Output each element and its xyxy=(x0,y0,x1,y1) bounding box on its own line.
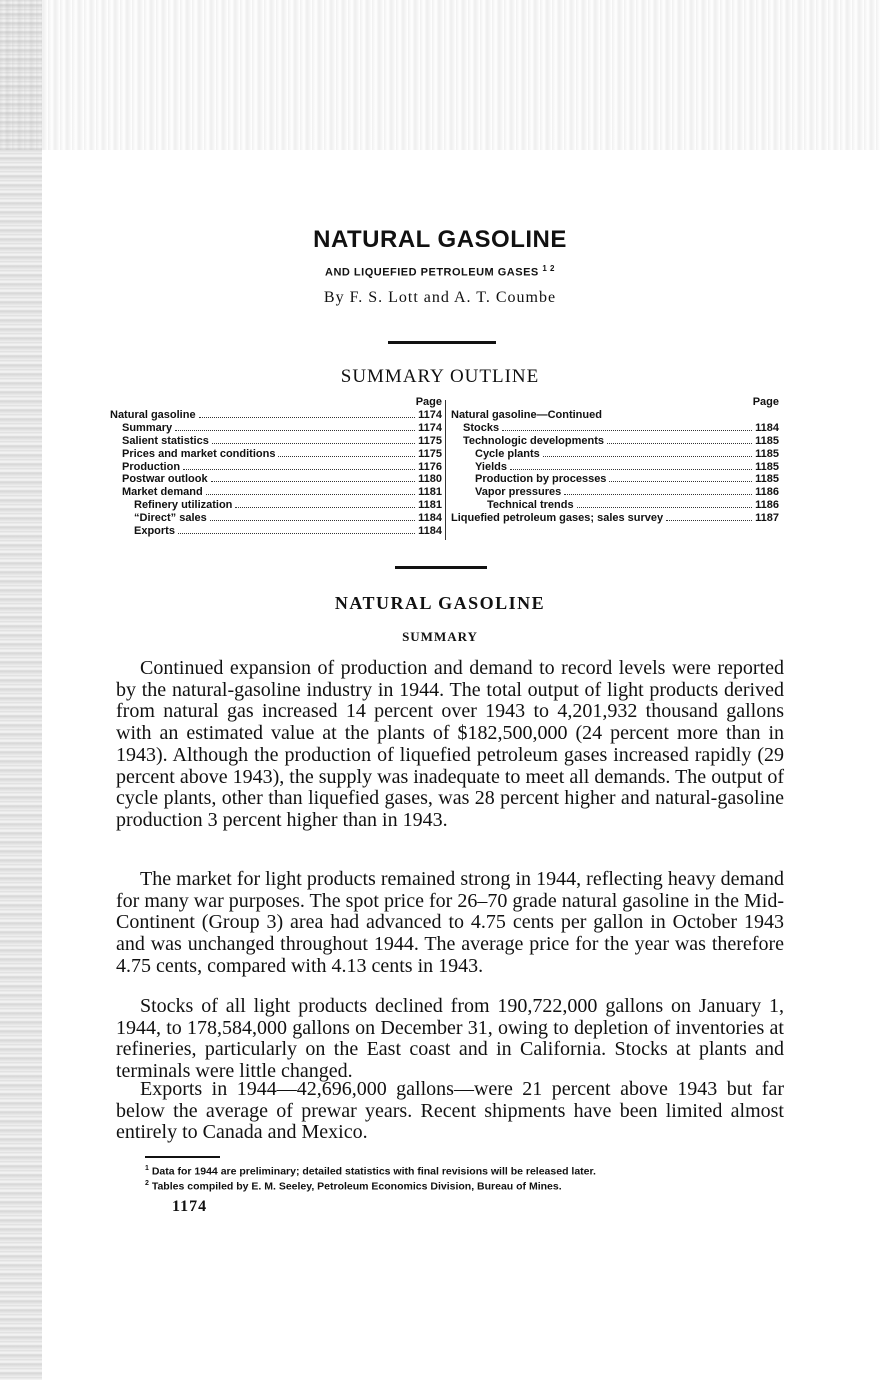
outline-entry[interactable]: Stocks 1184 xyxy=(463,421,779,434)
page-number: 1174 xyxy=(172,1198,208,1215)
outline-entry[interactable]: Yields 1185 xyxy=(475,460,779,473)
outline-entry[interactable]: Technical trends 1186 xyxy=(487,499,779,512)
outline-entry[interactable]: Liquefied petroleum gases; sales survey 1187 xyxy=(451,512,779,525)
footnote-rule xyxy=(145,1156,220,1158)
outline-column-divider xyxy=(445,400,446,540)
outline-entry[interactable]: Refinery utilization 1181 xyxy=(134,499,442,512)
title-divider xyxy=(388,341,496,344)
outline-continued-header: Natural gasoline—Continued xyxy=(451,409,602,421)
authors-line: By F. S. Lott and A. T. Coumbe xyxy=(323,289,557,306)
page-title: NATURAL GASOLINE xyxy=(313,226,567,253)
bleed-through-artifact xyxy=(0,0,880,150)
page-column-label: Page xyxy=(752,396,779,408)
page-column-label: Page xyxy=(415,396,442,408)
outline-entry[interactable]: Salient statistics 1175 xyxy=(122,434,442,447)
body-paragraph: The market for light products remained strong in 1944, reflecting heavy demand for many war purposes. The spot price for 26–70 grade natural gasoline in the Mid-Continent (Group 3) area had advanced to 4.75 cents per gallon in October 1943 and was unchanged throughout 1944. The average price for the year was therefore 4.75 cents, compared with 4.13 cents in 1943. xyxy=(116,868,784,977)
body-paragraph: Exports in 1944—42,696,000 gallons—were 21 percent above 1943 but far below the average of prewar years. Recent shipments have been limited almost entirely to Canada and Mexico. xyxy=(116,1078,784,1144)
outline-entry[interactable]: Postwar outlook 1180 xyxy=(122,473,442,486)
outline-entry[interactable]: Summary 1174 xyxy=(122,421,442,434)
outline-right-column xyxy=(451,396,779,525)
outline-left-column xyxy=(110,396,442,538)
outline-entry[interactable]: Production 1176 xyxy=(122,460,442,473)
footnotes xyxy=(145,1163,765,1192)
subtitle-text: AND LIQUEFIED PETROLEUM GASES xyxy=(325,266,539,279)
footnote: $^1$ Data for 1944 are preliminary; detailed statistics with final revisions will be released later. xyxy=(145,1165,596,1178)
outline-entry[interactable]: Cycle plants 1185 xyxy=(475,447,779,460)
outline-heading: SUMMARY OUTLINE xyxy=(340,366,540,387)
outline-entry[interactable]: “Direct” sales 1184 xyxy=(134,512,442,525)
outline-entry[interactable]: Technologic developments 1185 xyxy=(463,434,779,447)
outline-entry[interactable]: Natural gasoline 1174 xyxy=(110,409,442,421)
footnote: $^2$ Tables compiled by E. M. Seeley, Petroleum Economics Division, Bureau of Mines. xyxy=(145,1179,562,1192)
scan-edge-artifact xyxy=(0,0,42,1380)
outline-entry[interactable]: Production by processes 1185 xyxy=(475,473,779,486)
section-divider xyxy=(395,566,487,569)
outline-entry[interactable]: Vapor pressures 1186 xyxy=(475,486,779,499)
body-paragraph: Stocks of all light products declined from 190,722,000 gallons on January 1, 1944, to 178,584,000 gallons on December 31, owing to depletion of inventories at refineries, particularly on the East coast and in California. Stocks at plants and terminals were little changed. xyxy=(116,995,784,1083)
summary-heading: SUMMARY xyxy=(402,629,478,644)
outline-entry[interactable]: Prices and market conditions 1175 xyxy=(122,447,442,460)
outline-entry[interactable]: Market demand 1181 xyxy=(122,486,442,499)
page-subtitle xyxy=(0,264,880,279)
section-title: NATURAL GASOLINE xyxy=(334,593,546,613)
body-paragraph: Continued expansion of production and demand to record levels were reported by the natural-gasoline industry in 1944. The total output of light products derived from natural gas increased 14 percent over 1943 to 4,201,932 thousand gallons with an estimated value at the plants of $182,500,000 (24 percent more than in 1943). Although the production of liquefied petroleum gases increased rapidly (29 percent above 1943), the supply was inadequate to meet all demands. The output of cycle plants, other than liquefied gases, was 28 percent higher and natural-gasoline production 3 percent higher than in 1943. xyxy=(116,657,784,831)
subtitle-footnote-marks: 1 2 xyxy=(542,264,555,273)
outline-entry[interactable]: Exports 1184 xyxy=(134,525,442,538)
